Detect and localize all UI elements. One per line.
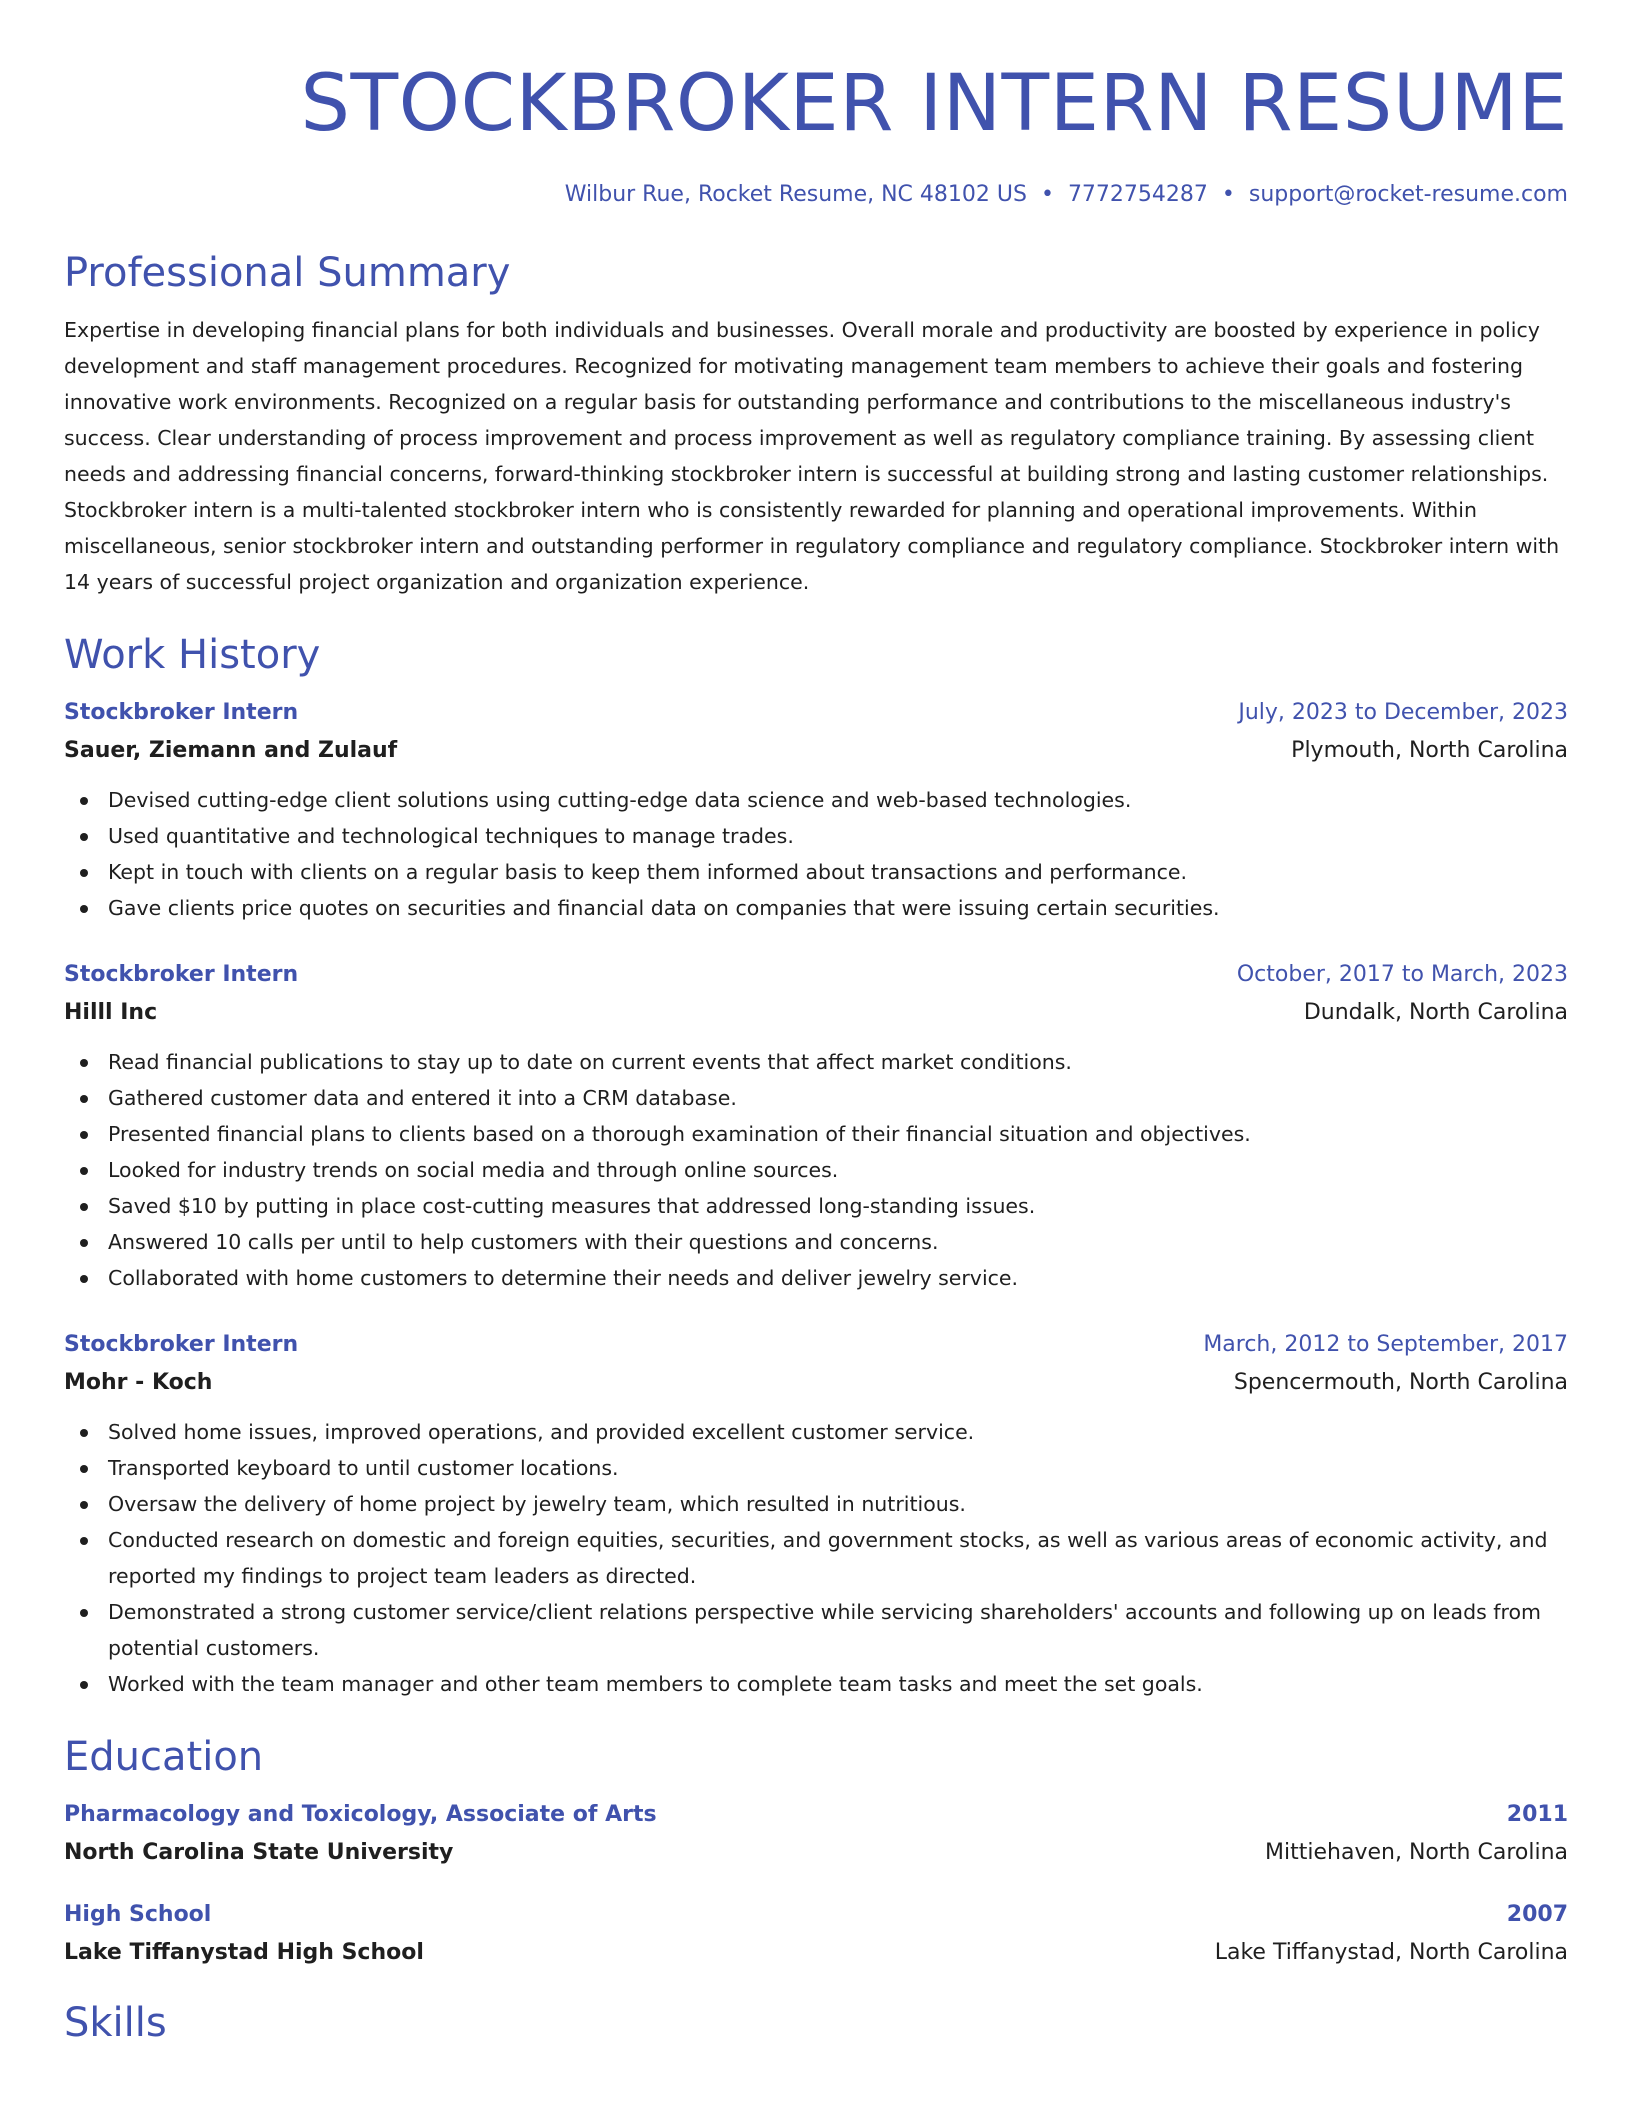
education-degree: Pharmacology and Toxicology, Associate of Arts <box>64 1802 657 1827</box>
work-history-section <box>64 630 1568 1702</box>
education-subheader <box>64 1938 1568 1968</box>
job-location: Spencermouth, North Carolina <box>1233 1370 1568 1395</box>
job-subheader <box>64 1368 1568 1398</box>
job-bullet: Presented financial plans to clients based on a thorough examination of their financial situation and objectives. <box>64 1116 1568 1152</box>
job-bullet: Oversaw the delivery of home project by jewelry team, which resulted in nutritious. <box>64 1486 1568 1522</box>
skills-heading: Skills <box>64 2000 167 2046</box>
job-dates: October, 2017 to March, 2023 <box>1236 962 1568 987</box>
education-degree: High School <box>64 1902 212 1927</box>
education-subheader <box>64 1838 1568 1868</box>
contact-separator: • <box>1221 182 1235 207</box>
job-header <box>64 1330 1568 1360</box>
job-dates: July, 2023 to December, 2023 <box>1238 700 1568 725</box>
summary-section <box>64 248 1568 600</box>
job-bullet: Kept in touch with clients on a regular basis to keep them informed about transactions and performance. <box>64 854 1568 890</box>
skills-section <box>64 1998 1568 2048</box>
job-bullet: Used quantitative and technological techniques to manage trades. <box>64 818 1568 854</box>
job-bullet: Collaborated with home customers to determine their needs and deliver jewelry service. <box>64 1260 1568 1296</box>
contact-address: Wilbur Rue, Rocket Resume, NC 48102 US <box>564 182 1027 207</box>
education-location: Lake Tiffanystad, North Carolina <box>1214 1940 1568 1965</box>
job-company: Hilll Inc <box>64 1000 158 1025</box>
job-bullets <box>64 1044 1568 1296</box>
contact-phone: 7772754287 <box>1067 182 1208 207</box>
job-bullets <box>64 1414 1568 1702</box>
education-school: North Carolina State University <box>64 1840 454 1865</box>
education-year: 2011 <box>1506 1802 1568 1827</box>
job-bullets <box>64 782 1568 926</box>
job-bullet: Gathered customer data and entered it into a CRM database. <box>64 1080 1568 1116</box>
education-heading: Education <box>64 1734 264 1780</box>
job-bullet: Read financial publications to stay up to date on current events that affect market conditions. <box>64 1044 1568 1080</box>
work-history-heading: Work History <box>64 632 321 678</box>
job-bullet: Looked for industry trends on social media and through online sources. <box>64 1152 1568 1188</box>
job-title: Stockbroker Intern <box>64 700 299 725</box>
job-title: Stockbroker Intern <box>64 1332 299 1357</box>
summary-heading: Professional Summary <box>64 250 511 296</box>
contact-line <box>64 180 1568 210</box>
job-bullet: Devised cutting-edge client solutions using cutting-edge data science and web-based technologies. <box>64 782 1568 818</box>
resume-page <box>64 0 1568 2048</box>
job-dates: March, 2012 to September, 2017 <box>1203 1332 1568 1357</box>
job-bullet: Gave clients price quotes on securities and financial data on companies that were issuing certain securities. <box>64 890 1568 926</box>
education-header <box>64 1900 1568 1930</box>
job-entry <box>64 698 1568 926</box>
education-entry <box>64 1800 1568 1868</box>
job-entry <box>64 960 1568 1296</box>
job-bullet: Worked with the team manager and other team members to complete team tasks and meet the set goals. <box>64 1666 1568 1702</box>
education-entry <box>64 1900 1568 1968</box>
job-company: Mohr - Koch <box>64 1370 213 1395</box>
job-subheader <box>64 998 1568 1028</box>
job-bullet: Answered 10 calls per until to help customers with their questions and concerns. <box>64 1224 1568 1260</box>
job-company: Sauer, Ziemann and Zulauf <box>64 738 398 763</box>
job-location: Dundalk, North Carolina <box>1303 1000 1568 1025</box>
job-subheader <box>64 736 1568 766</box>
job-header <box>64 698 1568 728</box>
education-header <box>64 1800 1568 1830</box>
contact-separator: • <box>1040 182 1054 207</box>
job-bullet: Saved $10 by putting in place cost-cutting measures that addressed long-standing issues. <box>64 1188 1568 1224</box>
education-location: Mittiehaven, North Carolina <box>1265 1840 1568 1865</box>
job-location: Plymouth, North Carolina <box>1291 738 1568 763</box>
education-section <box>64 1732 1568 1968</box>
job-title: Stockbroker Intern <box>64 962 299 987</box>
contact-email[interactable]: support@rocket-resume.com <box>1248 182 1568 207</box>
job-bullet: Conducted research on domestic and foreign equities, securities, and government stocks, as well as various areas of economic activity, and reported my findings to project team leaders as directed. <box>64 1522 1568 1594</box>
education-school: Lake Tiffanystad High School <box>64 1940 424 1965</box>
job-header <box>64 960 1568 990</box>
summary-text: Expertise in developing financial plans for both individuals and businesses. Overall morale and productivity are boosted by experience in policy development and staff management procedures. Recognized for motivating management team members to achieve their goals and fostering innovative work environments. Recognized on a regular basis for outstanding performance and contributions to the miscellaneous industry's success. Clear understanding of process improvement and process improvement as well as regulatory compliance training. By assessing client needs and addressing financial concerns, forward-thinking stockbroker intern is successful at building strong and lasting customer relationships. Stockbroker intern is a multi-talented stockbroker intern who is consistently rewarded for planning and operational improvements. Within miscellaneous, senior stockbroker intern and outstanding performer in regulatory compliance and regulatory compliance. Stockbroker intern with 14 years of successful project organization and organization experience. <box>64 318 1560 594</box>
resume-title: STOCKBROKER INTERN RESUME <box>300 59 1568 149</box>
job-entry <box>64 1330 1568 1702</box>
job-bullet: Demonstrated a strong customer service/client relations perspective while servicing shareholders' accounts and following up on leads from potential customers. <box>64 1594 1568 1666</box>
education-year: 2007 <box>1506 1902 1568 1927</box>
job-bullet: Transported keyboard to until customer locations. <box>64 1450 1568 1486</box>
job-bullet: Solved home issues, improved operations, and provided excellent customer service. <box>64 1414 1568 1450</box>
